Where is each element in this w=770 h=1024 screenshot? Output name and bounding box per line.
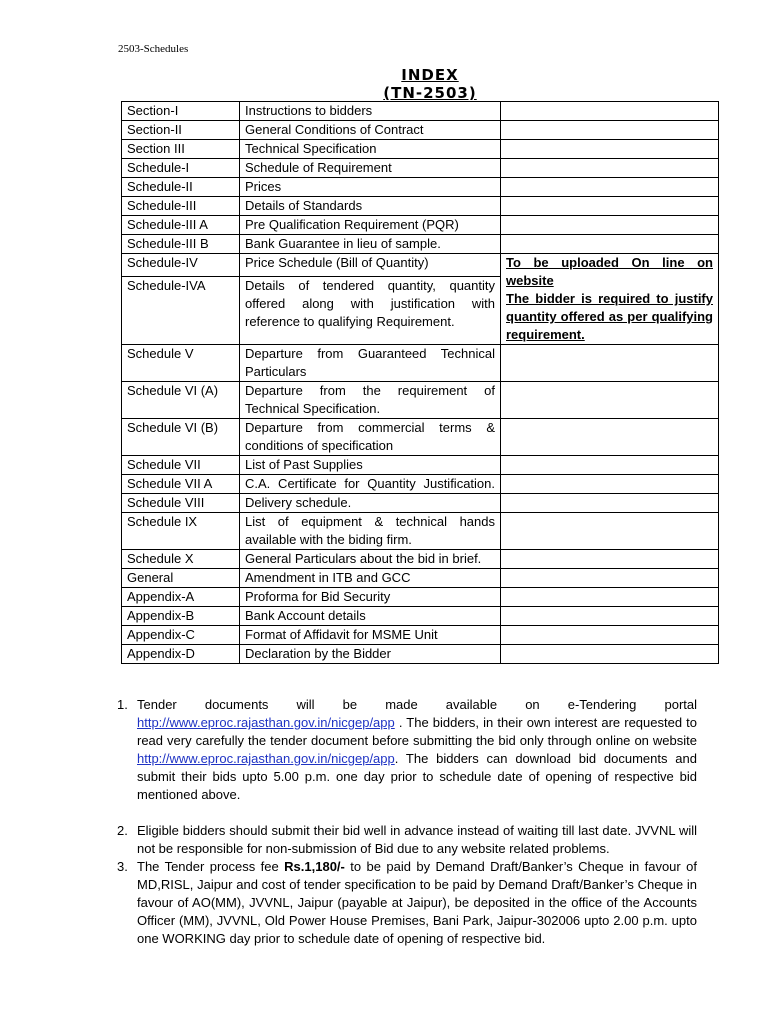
paragraph-1 — [117, 696, 697, 804]
paragraph-text: Tender documents will be made available on e-Tendering portal — [137, 697, 697, 712]
description-cell: Technical Specification — [240, 140, 501, 159]
note-cell — [501, 254, 719, 345]
table-row — [122, 121, 719, 140]
instructions — [117, 696, 697, 948]
section-cell: Schedule-IVA — [122, 277, 240, 345]
note-cell — [501, 645, 719, 664]
table-row — [122, 475, 719, 494]
index-title: INDEX — [401, 66, 459, 84]
note-cell — [501, 140, 719, 159]
description-cell: Details of tendered quantity, quantity offered along with justification with reference to qualifying Requirement. — [240, 277, 501, 345]
note-cell — [501, 626, 719, 645]
description-cell: Schedule of Requirement — [240, 159, 501, 178]
description-cell: Details of Standards — [240, 197, 501, 216]
paragraph-text: The Tender process fee — [137, 859, 285, 874]
note-cell — [501, 475, 719, 494]
section-cell: Schedule-I — [122, 159, 240, 178]
section-cell: Schedule VI (B) — [122, 419, 240, 456]
note-cell — [501, 382, 719, 419]
eproc-portal-link[interactable]: http://www.eproc.rajasthan.gov.in/nicgep/app — [137, 715, 395, 730]
section-cell: Schedule-IV — [122, 254, 240, 277]
table-row — [122, 216, 719, 235]
description-cell: Departure from commercial terms & conditions of specification — [240, 419, 501, 456]
table-row — [122, 550, 719, 569]
section-cell: Section-II — [122, 121, 240, 140]
section-cell: Schedule-III A — [122, 216, 240, 235]
paragraph-number: 2. — [117, 823, 128, 838]
section-cell: Schedule X — [122, 550, 240, 569]
table-row — [122, 197, 719, 216]
description-cell: Declaration by the Bidder — [240, 645, 501, 664]
note-cell — [501, 550, 719, 569]
note-cell — [501, 607, 719, 626]
description-cell: Departure from Guaranteed Technical Particulars — [240, 345, 501, 382]
description-cell: Bank Account details — [240, 607, 501, 626]
note-cell — [501, 235, 719, 254]
description-cell: Format of Affidavit for MSME Unit — [240, 626, 501, 645]
description-cell: List of Past Supplies — [240, 456, 501, 475]
paragraph-3 — [117, 858, 697, 948]
section-cell: Section III — [122, 140, 240, 159]
note-cell — [501, 345, 719, 382]
section-cell: Schedule VIII — [122, 494, 240, 513]
description-cell: Pre Qualification Requirement (PQR) — [240, 216, 501, 235]
section-cell: Appendix-B — [122, 607, 240, 626]
note-cell — [501, 197, 719, 216]
section-cell: Schedule IX — [122, 513, 240, 550]
note-cell — [501, 121, 719, 140]
table-row — [122, 645, 719, 664]
description-cell: Price Schedule (Bill of Quantity) — [240, 254, 501, 277]
description-cell: Delivery schedule. — [240, 494, 501, 513]
note-cell — [501, 588, 719, 607]
description-cell: General Particulars about the bid in brief. — [240, 550, 501, 569]
tender-number: (TN-2503) — [383, 84, 477, 102]
table-row — [122, 456, 719, 475]
section-cell: Schedule VII A — [122, 475, 240, 494]
paragraph-number: 1. — [117, 697, 128, 712]
note-cell — [501, 178, 719, 197]
description-cell: Proforma for Bid Security — [240, 588, 501, 607]
section-cell: Appendix-A — [122, 588, 240, 607]
table-row — [122, 159, 719, 178]
description-cell: C.A. Certificate for Quantity Justification. — [240, 475, 501, 494]
note-cell — [501, 569, 719, 588]
table-row — [122, 419, 719, 456]
document-reference: 2503-Schedules — [118, 43, 189, 55]
note-cell — [501, 216, 719, 235]
paragraph-number: 3. — [117, 859, 128, 874]
description-cell: List of equipment & technical hands available with the biding firm. — [240, 513, 501, 550]
description-cell: Prices — [240, 178, 501, 197]
description-cell: Departure from the requirement of Technical Specification. — [240, 382, 501, 419]
paragraph-text: Eligible bidders should submit their bid well in advance instead of waiting till last date. JVVNL will not be responsible for non-submission of Bid due to any website related problems. — [137, 823, 697, 856]
section-cell: Appendix-D — [122, 645, 240, 664]
description-cell: Bank Guarantee in lieu of sample. — [240, 235, 501, 254]
table-row — [122, 254, 719, 277]
section-cell: Schedule V — [122, 345, 240, 382]
paragraph-2 — [117, 822, 697, 858]
note-cell — [501, 494, 719, 513]
table-row — [122, 513, 719, 550]
table-row — [122, 140, 719, 159]
paragraph-text: . The bidders can download bid documents and submit their bids upto 5.00 p.m. one day prior to schedule date of opening of respective bid mentioned above. — [137, 751, 697, 802]
section-cell: Appendix-C — [122, 626, 240, 645]
description-cell: General Conditions of Contract — [240, 121, 501, 140]
table-row — [122, 626, 719, 645]
table-row — [122, 382, 719, 419]
table-row — [122, 235, 719, 254]
note-cell — [501, 159, 719, 178]
description-cell: Amendment in ITB and GCC — [240, 569, 501, 588]
section-cell: Schedule VII — [122, 456, 240, 475]
note-cell — [501, 456, 719, 475]
table-row — [122, 569, 719, 588]
table-row — [122, 102, 719, 121]
tender-fee: Rs.1,180/- — [284, 859, 345, 874]
table-row — [122, 494, 719, 513]
section-cell: Schedule-II — [122, 178, 240, 197]
table-row — [122, 607, 719, 626]
table-row — [122, 588, 719, 607]
table-row — [122, 178, 719, 197]
section-cell: Schedule VI (A) — [122, 382, 240, 419]
note-cell — [501, 419, 719, 456]
table-row — [122, 345, 719, 382]
note-cell — [501, 513, 719, 550]
index-table — [121, 101, 719, 664]
section-cell: Schedule-III B — [122, 235, 240, 254]
description-cell: Instructions to bidders — [240, 102, 501, 121]
eproc-portal-link[interactable]: http://www.eproc.rajasthan.gov.in/nicgep/app — [137, 751, 395, 766]
upload-note: To be uploaded On line on website — [506, 255, 713, 288]
paragraph-text: . The bidders, in their own interest are requested to read very carefully the tender document before submitting the bid only through online on website — [137, 715, 697, 748]
section-cell: General — [122, 569, 240, 588]
section-cell: Section-I — [122, 102, 240, 121]
note-cell — [501, 102, 719, 121]
section-cell: Schedule-III — [122, 197, 240, 216]
justify-note: The bidder is required to justify quantity offered as per qualifying requirement. — [506, 291, 713, 342]
paragraph-text: to be paid by Demand Draft/Banker’s Cheque in favour of MD,RISL, Jaipur and cost of tender specification to be paid by Demand Draft/Banker’s Cheque in favour of AO(MM), JVVNL, Jaipur (payable at Jaipur), be deposited in the office of the Accounts Officer (MM), JVVNL, Old Power House Premises, Bani Park, Jaipur-302006 upto 2.00 p.m. upto one WORKING day prior to schedule date of opening of respective bid. — [137, 859, 698, 946]
